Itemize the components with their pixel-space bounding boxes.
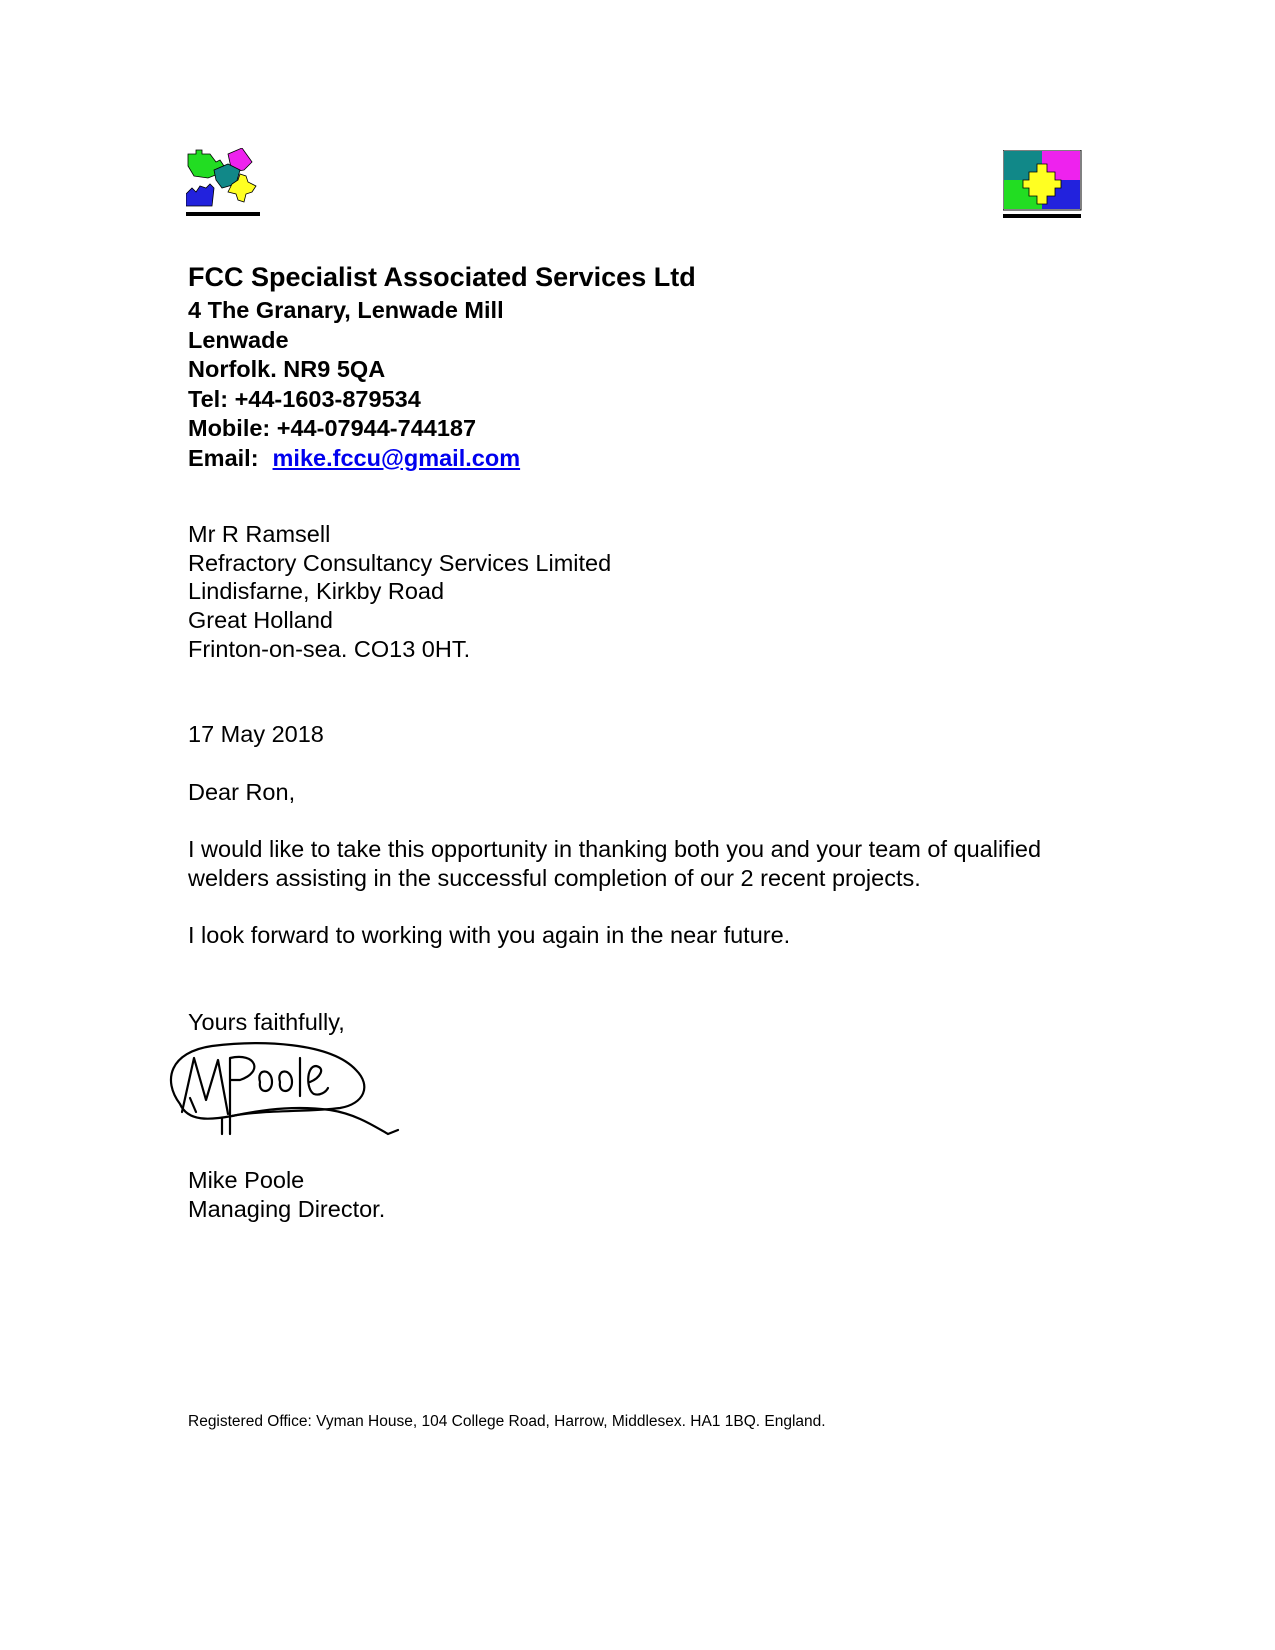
sender-mobile: Mobile: +44-07944-744187 [188, 415, 477, 441]
sender-address-line-3: Norfolk. NR9 5QA [188, 356, 386, 382]
recipient-address-line-2: Great Holland [188, 607, 333, 634]
sender-address-line-1: 4 The Granary, Lenwade Mill [188, 297, 504, 323]
company-logo-left [186, 148, 262, 222]
recipient-address-line-1: Lindisfarne, Kirkby Road [188, 578, 445, 605]
recipient-company: Refractory Consultancy Services Limited [188, 549, 612, 576]
sender-email-row [188, 444, 696, 474]
sender-address-line-2: Lenwade [188, 326, 289, 353]
body-paragraph-1: I would like to take this opportunity in thanking both you and your team of qualified welders assisting in the successful completion of our 2 recent projects. [188, 836, 1042, 891]
sender-company-name: FCC Specialist Associated Services Ltd [188, 262, 696, 292]
letter-date: 17 May 2018 [188, 721, 324, 747]
sender-address-block [188, 258, 696, 473]
recipient-address-line-3: Frinton-on-sea. CO13 0HT. [188, 635, 471, 662]
closing: Yours faithfully, [188, 1009, 345, 1035]
recipient-name: Mr R Ramsell [188, 521, 331, 547]
sender-telephone: Tel: +44-1603-879534 [188, 385, 421, 412]
signer-title: Managing Director. [188, 1196, 386, 1222]
company-logo-right [1003, 150, 1083, 222]
registered-office-footer: Registered Office: Vyman House, 104 College Road, Harrow, Middlesex. HA1 1BQ. England. [188, 1413, 826, 1430]
sender-email-link[interactable]: mike.fccu@gmail.com [272, 444, 521, 471]
body-paragraph-2: I look forward to working with you again in the near future. [188, 922, 791, 948]
signer-name: Mike Poole [188, 1167, 305, 1193]
salutation: Dear Ron, [188, 779, 296, 805]
sender-email-label: Email: [188, 444, 259, 471]
handwritten-signature [160, 1038, 416, 1168]
signer-block [188, 1166, 385, 1224]
recipient-address-block [188, 520, 611, 664]
